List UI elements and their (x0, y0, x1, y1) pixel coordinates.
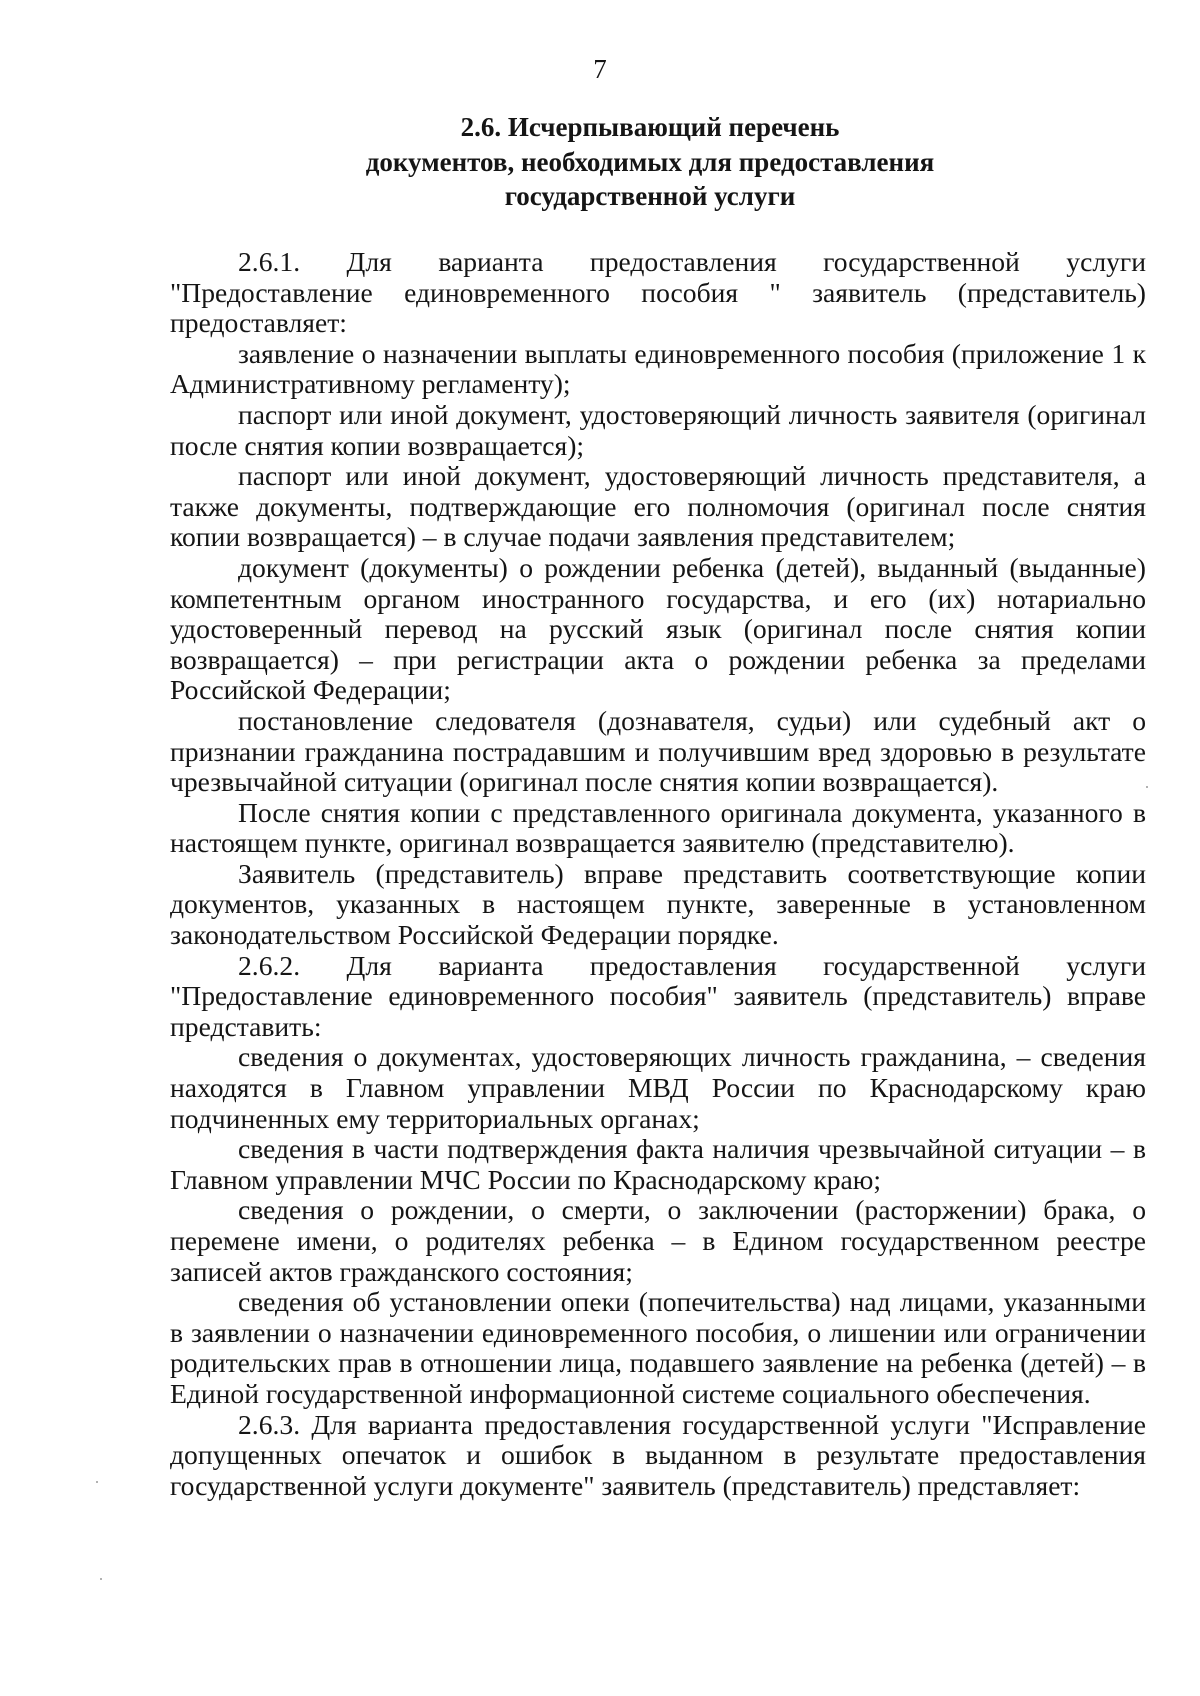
scan-speck (96, 1481, 98, 1483)
paragraph-identity-info: сведения о документах, удостоверяющих личность гражданина, – сведения находятся в Главном управлении МВД России по Краснодарскому краю подчиненных ему территориальных органах; (170, 1041, 1146, 1134)
paragraph-2-6-3: 2.6.3. Для варианта предоставления государственной услуги "Исправление допущенных опечаток и ошибок в выданном в результате предоставления государственной услуги документе" заявитель (представитель) представляет: (170, 1408, 1146, 1501)
document-body (170, 247, 1146, 1501)
paragraph-2-6-1: 2.6.1. Для варианта предоставления государственной услуги "Предоставление единовременного пособия " заявитель (представитель) предоставляет: (170, 246, 1146, 339)
scan-speck (100, 1578, 102, 1580)
paragraph-applicant-passport: паспорт или иной документ, удостоверяющий личность заявителя (оригинал после снятия копии возвращается); (170, 398, 1146, 461)
paragraph-birth-document: документ (документы) о рождении ребенка (детей), выданный (выданные) компетентным органом иностранного государства, и его (их) нотариально удостоверенный перевод на русский язык (оригинал после снятия копии возвращается) – при регистрации акта о рождении ребенка за пределами Российской Федерации; (170, 551, 1146, 706)
section-title-line-2: документов, необходимых для предоставления (365, 146, 935, 177)
paragraph-emergency-info: сведения в части подтверждения факта наличия чрезвычайной ситуации – в Главном управлении МЧС России по Краснодарскому краю; (170, 1133, 1146, 1195)
scan-speck (1146, 786, 1148, 788)
section-title-line-3: государственной услуги (504, 181, 796, 211)
section-title-line-1: 2.6. Исчерпывающий перечень (460, 112, 840, 142)
paragraph-civil-registry-info: сведения о рождении, о смерти, о заключении (расторжении) брака, о перемене имени, о родителях ребенка – в Едином государственном реестре записей актов гражданского состояния; (170, 1194, 1146, 1287)
paragraph-guardianship-info: сведения об установлении опеки (попечительства) над лицами, указанными в заявлении о назначении единовременного пособия, о лишении или ограничении родительских прав в отношении лица, подавшего заявление на ребенка (детей) – в Единой государственной информационной системе социального обеспечения. (170, 1286, 1146, 1409)
paragraph-investigator-decision: постановление следователя (дознавателя, судьи) или судебный акт о признании гражданина пострадавшим и получившим вред здоровью в результате чрезвычайной ситуации (оригинал после снятия копии возвращается). (170, 704, 1146, 798)
section-title (150, 110, 1150, 214)
paragraph-representative-passport: паспорт или иной документ, удостоверяющий личность представителя, а также документы, подтверждающие его полномочия (оригинал после снятия копии возвращается) – в случае подачи заявления представителем; (170, 460, 1146, 553)
page-number: 7 (593, 54, 607, 84)
paragraph-copies-right: Заявитель (представитель) вправе представить соответствующие копии документов, указанных в настоящем пункте, заверенные в установленном законодательством Российской Федерации порядке. (170, 857, 1146, 951)
paragraph-2-6-2: 2.6.2. Для варианта предоставления государственной услуги "Предоставление единовременного пособия" заявитель (представитель) вправе представить: (170, 949, 1146, 1042)
paragraph-application: заявление о назначении выплаты единовременного пособия (приложение 1 к Административному регламенту); (170, 337, 1146, 400)
paragraph-original-return: После снятия копии с представленного оригинала документа, указанного в настоящем пункте, оригинал возвращается заявителю (представителю). (170, 796, 1146, 859)
